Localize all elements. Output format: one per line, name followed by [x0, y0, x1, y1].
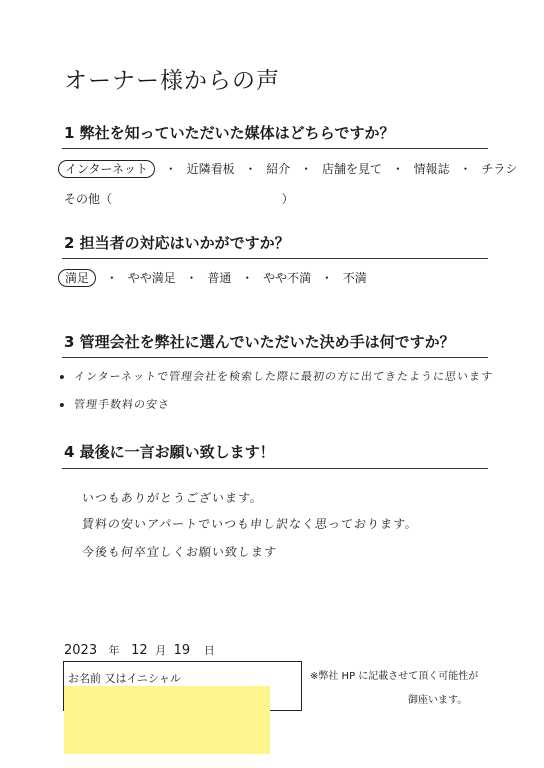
q2-option-somewhat-dissatisfied[interactable]: やや不満 [263, 271, 312, 285]
question-3-heading: 3 管理会社を弊社に選んでいただいた決め手は何ですか？ [64, 333, 455, 351]
question-1-other [64, 190, 300, 207]
question-1-options: インターネット ・ 近隣看板 ・ 紹介 ・ 店舗を見て ・ 情報誌 ・ チラシ [64, 160, 523, 177]
page-title: オーナー様からの声 [64, 68, 280, 94]
q1-option-signboard[interactable]: 近隣看板 [186, 162, 235, 176]
question-1-heading: 1 弊社を知っていただいた媒体はどちらですか？ [64, 124, 395, 142]
name-label: お名前 又はイニシャル [68, 672, 181, 685]
question-2-options: 満足 ・ やや満足 ・ 普通 ・ やや不満 ・ 不満 [64, 269, 373, 286]
q4-answer-2: 賃料の安いアパートでいつも申し訳なく思っております。 [81, 517, 419, 531]
question-2-divider [62, 258, 488, 259]
q2-option-dissatisfied[interactable]: 不満 [342, 271, 367, 285]
bullet-icon [60, 403, 64, 407]
question-4-heading: 4 最後に一言お願い致します！ [64, 443, 275, 461]
q1-option-magazine[interactable]: 情報誌 [413, 162, 450, 176]
bullet-icon [60, 375, 64, 379]
date-year: 2023 [64, 643, 98, 658]
publication-note: ※弊社 HP に記載させて頂く可能性が 御座います。 [310, 671, 479, 706]
q1-option-internet[interactable]: インターネット [58, 160, 155, 178]
date-line: 2023 年 12 月 19 日 [64, 643, 215, 658]
q4-answer-3: 今後も何卒宜しくお願い致します [81, 545, 278, 559]
date-month: 12 [131, 643, 148, 658]
q1-option-store[interactable]: 店舗を見て [321, 162, 382, 176]
q1-option-flyer[interactable]: チラシ [481, 162, 518, 176]
question-2-heading: 2 担当者の対応はいかがですか？ [64, 234, 290, 252]
q2-option-satisfied[interactable]: 満足 [58, 269, 96, 287]
q4-answer-1: いつもありがとうございます。 [81, 491, 264, 505]
question-4-divider [62, 468, 488, 469]
q2-option-neutral[interactable]: 普通 [207, 271, 232, 285]
question-3-divider [62, 357, 488, 358]
q1-other-label[interactable]: その他（ [64, 192, 113, 206]
q1-other-close: ） [281, 192, 294, 206]
q3-answer-1: インターネットで管理会社を検索した際に最初の方に出てきたように思います [59, 368, 494, 384]
q3-answer-2: 管理手数料の安さ [59, 396, 171, 412]
date-day: 19 [173, 643, 191, 658]
q1-option-referral[interactable]: 紹介 [266, 162, 291, 176]
q2-option-somewhat-satisfied[interactable]: やや満足 [127, 271, 176, 285]
question-1-divider [62, 148, 488, 149]
redaction-highlight [64, 686, 270, 754]
